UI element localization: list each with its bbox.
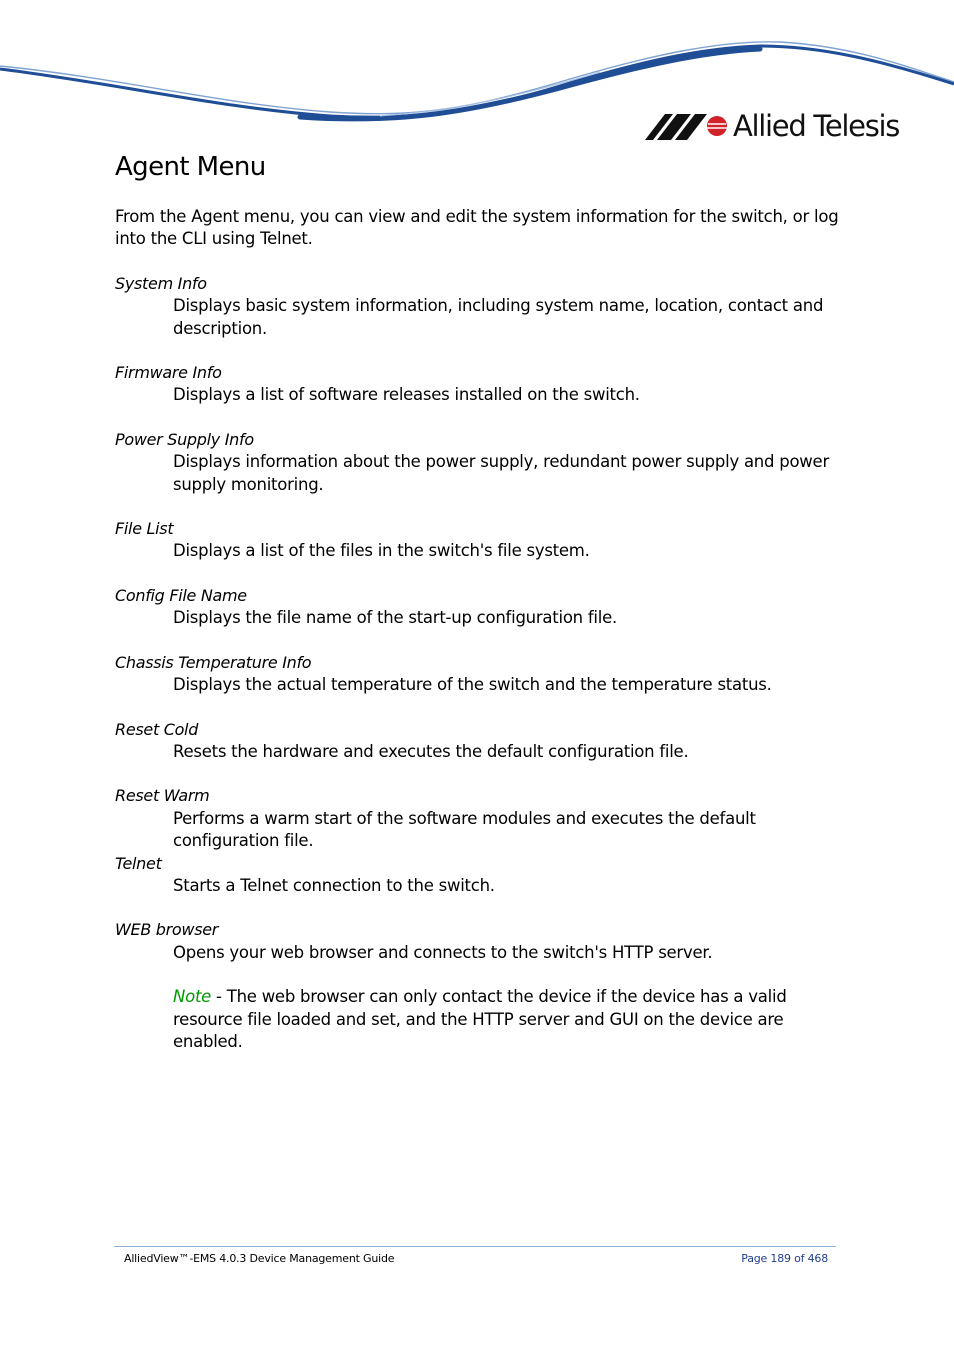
item-description: Displays basic system information, including system name, location, contact and description.: [173, 296, 824, 338]
item-description: Performs a warm start of the software modules and executes the default configuration file.: [173, 808, 756, 851]
item-description: Starts a Telnet connection to the switch.: [173, 875, 495, 895]
allied-telesis-logo: [645, 108, 905, 150]
item-term: Reset Warm: [115, 786, 210, 806]
item-term: Telnet: [115, 853, 162, 873]
definition-item: [115, 585, 840, 630]
item-term: Reset Cold: [115, 719, 199, 739]
item-description: Displays the file name of the start-up configuration file.: [173, 608, 617, 628]
item-description: Displays a list of software releases installed on the switch.: [173, 385, 640, 405]
definition-item: [115, 919, 840, 964]
document-body: [115, 206, 840, 1053]
note-label: Note: [173, 987, 212, 1007]
definition-item: [115, 785, 840, 852]
definition-item: [115, 362, 840, 407]
footer-page-number: Page 189 of 468: [741, 1252, 828, 1265]
note-paragraph: [173, 986, 840, 1053]
footer-doc-title: AlliedView™-EMS 4.0.3 Device Management Guide: [124, 1252, 395, 1265]
item-term: Firmware Info: [115, 363, 222, 383]
intro-paragraph: From the Agent menu, you can view and edit the system information for the switch, or log into the CLI using Telnet.: [115, 207, 839, 249]
item-description: Resets the hardware and executes the default configuration file.: [173, 741, 689, 761]
item-term: Config File Name: [115, 585, 247, 605]
definition-item: [115, 652, 840, 697]
definition-item: [115, 518, 840, 563]
item-description: Opens your web browser and connects to the switch's HTTP server.: [173, 942, 713, 962]
item-description: Displays information about the power supply, redundant power supply and power supply monitoring.: [173, 452, 829, 494]
item-term: Power Supply Info: [115, 429, 254, 449]
item-description: Displays the actual temperature of the switch and the temperature status.: [173, 675, 772, 695]
definition-item: [115, 853, 840, 898]
item-term: File List: [115, 519, 174, 539]
item-term: WEB browser: [115, 920, 219, 940]
item-description: Displays a list of the files in the switch's file system.: [173, 541, 590, 561]
definition-item: [115, 429, 840, 496]
definition-item: [115, 273, 840, 340]
allied-telesis-logo-icon: [645, 114, 729, 140]
page-title: Agent Menu: [115, 152, 266, 182]
item-term: System Info: [115, 273, 207, 293]
item-term: Chassis Temperature Info: [115, 652, 312, 672]
note-text: - The web browser can only contact the device if the device has a valid resource file loaded and set, and the HTTP server and GUI on the device are enabled.: [173, 987, 787, 1051]
footer-divider: [114, 1246, 836, 1247]
definition-item: [115, 719, 840, 764]
logo-wordmark: Allied Telesis: [733, 109, 900, 143]
